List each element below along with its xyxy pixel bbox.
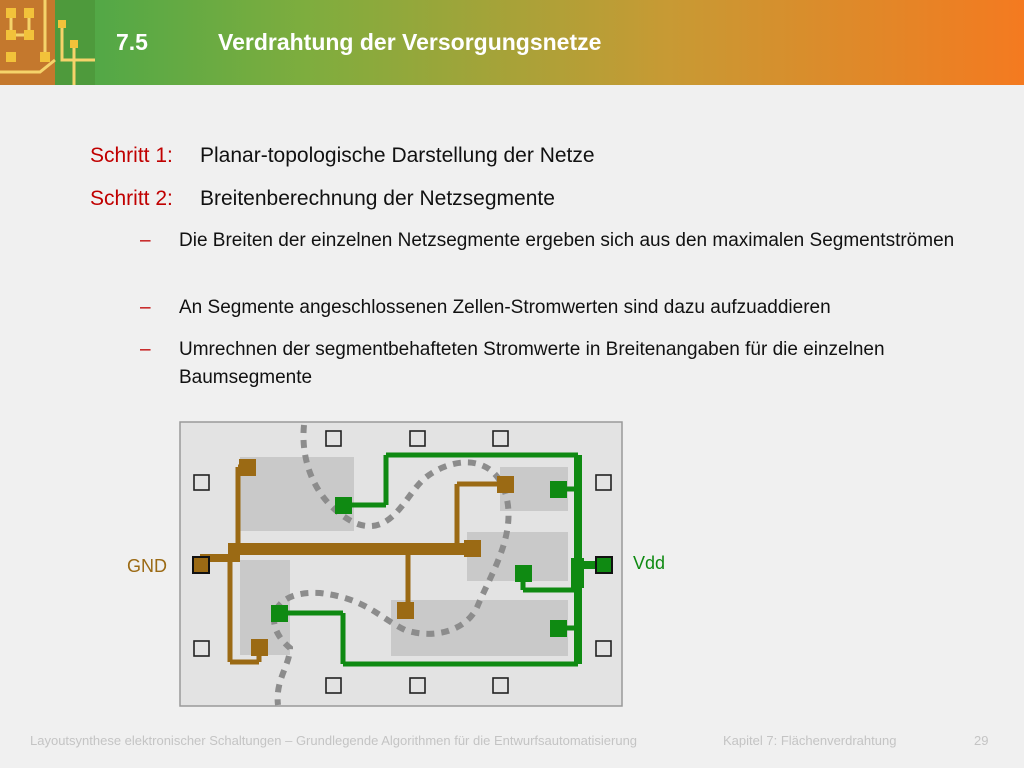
bullet-text: Umrechnen der segmentbehafteten Stromwerte in Breitenangaben für die einzelnen Baumsegmente — [179, 339, 885, 388]
gnd-contact — [239, 459, 256, 476]
vdd-contact — [335, 497, 352, 514]
vdd-contact — [571, 558, 584, 588]
step-text: Breitenberechnung der Netzsegmente — [200, 187, 555, 210]
vdd-contact — [550, 620, 567, 637]
dash-marker: – — [140, 339, 151, 360]
dash-marker: – — [140, 230, 151, 251]
slide-title: Verdrahtung der Versorgungsnetze — [218, 29, 602, 55]
footer-course: Layoutsynthese elektronischer Schaltungen – Grundlegende Algorithmen für die Entwurfsautomatisierung — [30, 733, 638, 748]
vdd-pad — [596, 557, 612, 573]
cell — [240, 457, 354, 531]
step-label: Schritt 2: — [90, 187, 173, 210]
gnd-contact — [464, 540, 481, 557]
bullet-text: An Segmente angeschlossenen Zellen-Stromwerten sind dazu aufzuaddieren — [179, 297, 831, 318]
bullet-text: Die Breiten der einzelnen Netzsegmente ergeben sich aus den maximalen Segmentströmen — [179, 230, 955, 251]
vdd-contact — [515, 565, 532, 582]
dash-marker: – — [140, 297, 151, 318]
gnd-contact — [497, 476, 514, 493]
footer-chapter: Kapitel 7: Flächenverdrahtung — [723, 733, 897, 748]
page-number: 29 — [974, 733, 989, 748]
vdd-contact — [550, 481, 567, 498]
vdd-label: Vdd — [633, 553, 666, 573]
gnd-contact — [251, 639, 268, 656]
section-number: 7.5 — [116, 29, 148, 55]
vdd-contact — [271, 605, 288, 622]
step-text: Planar-topologische Darstellung der Netze — [200, 144, 595, 167]
gnd-label: GND — [127, 556, 167, 576]
gnd-pad — [193, 557, 209, 573]
gnd-contact — [397, 602, 414, 619]
step-label: Schritt 1: — [90, 144, 173, 167]
